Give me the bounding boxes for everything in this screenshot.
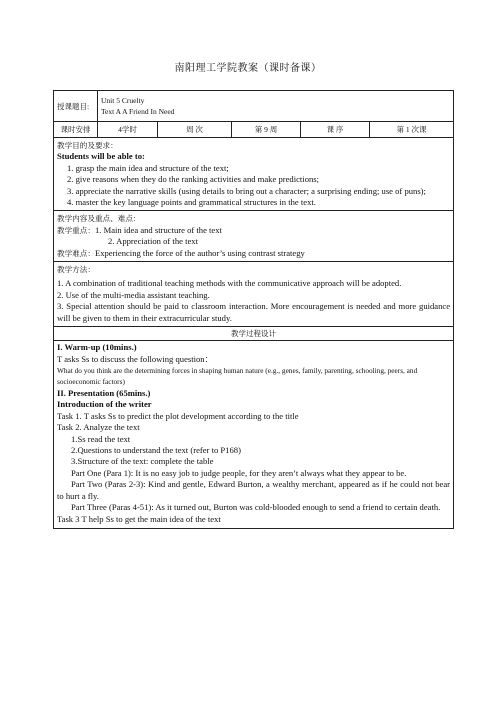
intro-heading: Introduction of the writer: [57, 399, 152, 410]
task-2: Task 2. Analyze the text: [57, 422, 140, 433]
order-label: 课 序: [301, 122, 370, 138]
method-item: 2. Use of the multi-media assistant teaching.: [57, 289, 210, 300]
structure-part-2: Part Two (Paras 2-3): Kind and gentle, Edward Burton, a wealthy merchant, appeared as if he could not bear to hurt a fly.: [57, 479, 451, 501]
warmup-question: What do you think are the determining forces in shaping human nature (e.g., genes, family, parenting, schooling, peers, and socioeconomic factors): [57, 365, 418, 387]
hours-value: 4学时: [98, 122, 158, 138]
difficulties-line: [57, 248, 450, 259]
focus-label: 教学内容及重点、难点：: [57, 214, 141, 224]
method-item: 1. A combination of traditional teaching methods with the communicative approach will be adopted.: [57, 278, 402, 289]
topic-label: 授课题目:: [54, 91, 98, 122]
objective-item: 4. master the key language points and grammatical structures in the text.: [67, 197, 316, 208]
topic-row: [54, 91, 454, 122]
task-2-step-3: 3.Structure of the text: complete the table: [71, 456, 214, 467]
process-cell: [54, 341, 454, 529]
order-value: 第 1 次课: [370, 122, 454, 138]
objective-item: 1. grasp the main idea and structure of the text;: [67, 162, 229, 173]
week-label: 周 次: [158, 122, 232, 138]
warmup-line: T asks Ss to discuss the following question：: [57, 353, 214, 364]
focus-cell: [54, 211, 454, 262]
task-3: Task 3 T help Ss to get the main idea of the text: [57, 514, 221, 525]
key-points-line: [57, 225, 450, 236]
key-point-1: 1. Main idea and structure of the text: [94, 224, 222, 235]
objectives-row: [54, 138, 454, 211]
process-header: 教学过程设计: [54, 327, 454, 341]
focus-row: [54, 211, 454, 262]
process-row: [54, 341, 454, 529]
objective-item: 2. give reasons when they do the ranking activities and make predictions;: [67, 174, 320, 185]
warmup-heading: I. Warm-up (10mins.): [57, 342, 137, 353]
text-title: Text A A Friend In Need: [101, 107, 175, 116]
schedule-row: [54, 122, 454, 138]
objectives-heading: Students will be able to:: [57, 151, 145, 162]
methods-row: [54, 262, 454, 327]
methods-label: 教学方法：: [57, 265, 95, 275]
structure-part-3: Part Three (Paras 4-51): As it turned out, Burton was cold-blooded enough to send a friend to certain death.: [71, 501, 441, 512]
methods-cell: [54, 262, 454, 327]
difficulty-1: Experiencing the force of the author’s using contrast strategy: [94, 247, 305, 258]
hours-label: 课时安排: [54, 122, 98, 138]
key-points-label: 教学重点：: [57, 225, 95, 235]
unit-title: Unit 5 Cruelty: [101, 96, 145, 105]
objectives-label: 教学目的及要求：: [57, 141, 118, 150]
document-title: 南阳理工学院教案（课时备课）: [174, 63, 322, 74]
structure-part-1: Part One (Para 1): It is no easy job to judge people, for they aren’t always what they appear to be.: [71, 467, 407, 478]
task-1: Task 1. T asks Ss to predict the plot development according to the title: [57, 410, 299, 421]
difficulties-label: 教学难点：: [57, 248, 95, 258]
process-header-row: [54, 327, 454, 341]
objective-item: 3. appreciate the narrative skills (using details to bring out a character; a surprising ending; use of puns);: [67, 185, 426, 196]
task-2-step-2: 2.Questions to understand the text (refer to P168): [71, 444, 241, 455]
method-item: 3. Special attention should be paid to classroom interaction. More encouragement is needed and more guidance will be given to them in their extracurricular study.: [57, 301, 451, 323]
presentation-heading: II. Presentation (65mins.): [57, 387, 151, 398]
topic-value: [98, 91, 454, 122]
objectives-cell: [54, 138, 454, 211]
task-2-step-1: 1.Ss read the text: [71, 433, 131, 444]
week-value: 第 9 周: [232, 122, 301, 138]
key-point-2: 2. Appreciation of the text: [108, 236, 198, 247]
lesson-plan-table: [53, 90, 454, 529]
